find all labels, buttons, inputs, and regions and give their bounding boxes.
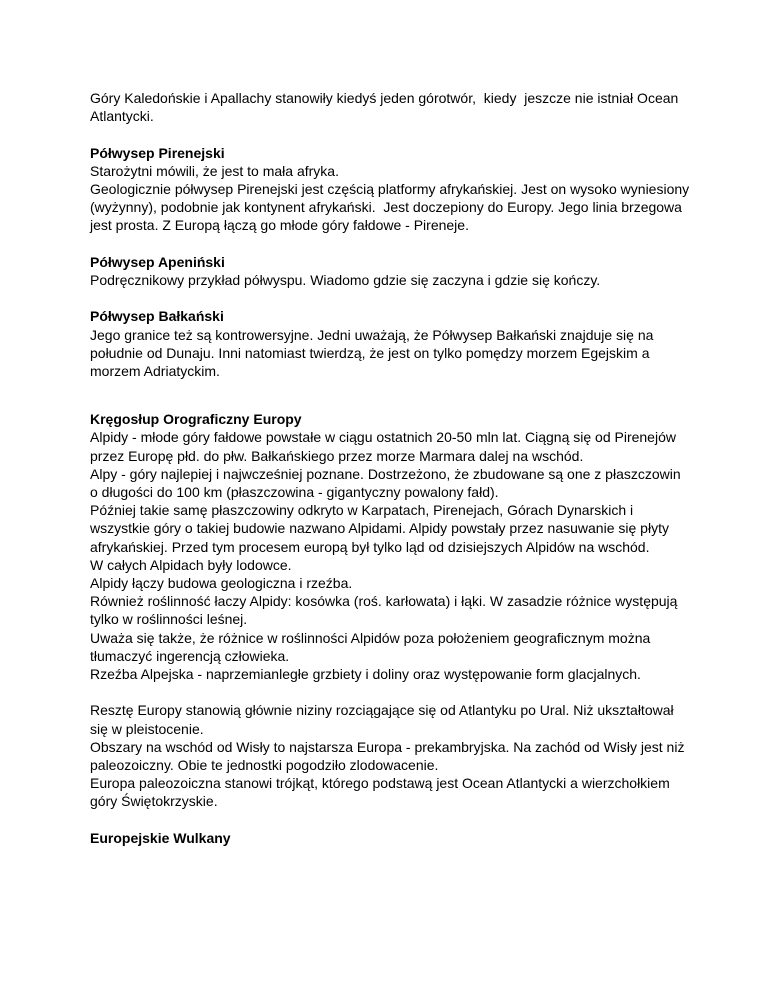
intro-paragraph: Góry Kaledońskie i Apallachy stanowiły kiedyś jeden górotwór, kiedy jeszcze nie istniał Ocean Atlantycki. bbox=[90, 90, 682, 125]
spacer bbox=[90, 289, 690, 307]
paragraph: Rzeźba Alpejska - naprzemianległe grzbiety i doliny oraz występowanie form glacjalnych. bbox=[90, 666, 641, 683]
paragraph: Alpidy - młode góry fałdowe powstałe w ciągu ostatnich 20-50 mln lat. Ciągną się od Pirenejów przez Europę płd. do płw. Bałkańskiego przez morze Marmara dalej na wschód. bbox=[90, 429, 680, 464]
paragraph: Europa paleozoiczna stanowi trójkąt, którego podstawą jest Ocean Atlantycki a wierzchołkiem góry Świętokrzyskie. bbox=[90, 775, 674, 810]
spacer bbox=[90, 683, 690, 701]
heading-polwysep-apeninski: Półwysep Apeniński bbox=[90, 253, 225, 270]
heading-polwysep-pirenejski: Półwysep Pirenejski bbox=[90, 144, 225, 161]
paragraph: Później takie samę płaszczowiny odkryto w Karpatach, Pirenejach, Górach Dynarskich i wszystkie góry o takiej budowie nazwano Alpidami. Alpidy powstały przez nasuwanie się płyty afrykańskiej. Przed tym procesem europą był tylko ląd od dzisiejszych Alpidów na wschód. bbox=[90, 502, 673, 555]
paragraph: Starożytni mówili, że jest to mała afryka. bbox=[90, 162, 339, 179]
heading-polwysep-balkanski: Półwysep Bałkański bbox=[90, 308, 224, 325]
paragraph: Alpidy łączy budowa geologiczna i rzeźba. bbox=[90, 575, 353, 592]
paragraph: Uważa się także, że różnice w roślinności Alpidów poza położeniem geograficznym można tłumaczyć ingerencją człowieka. bbox=[90, 629, 655, 664]
spacer bbox=[90, 235, 690, 253]
heading-europejskie-wulkany: Europejskie Wulkany bbox=[90, 829, 231, 846]
paragraph: W całych Alpidach były lodowce. bbox=[90, 556, 292, 573]
paragraph: Resztę Europy stanowią głównie niziny rozciągające się od Atlantyku po Ural. Niż ukształtował się w pleistocenie. bbox=[90, 702, 678, 737]
paragraph: Jego granice też są kontrowersyjne. Jedni uważają, że Półwysep Bałkański znajduje się na południe od Dunaju. Inni natomiast twierdzą, że jest on tylko pomędzy morzem Egejskim a morzem Adriatyckim. bbox=[90, 326, 658, 379]
paragraph: Również roślinność łaczy Alpidy: kosówka (roś. karłowata) i łąki. W zasadzie różnice występują tylko w roślinności leśnej. bbox=[90, 593, 682, 628]
document-body bbox=[90, 89, 694, 847]
paragraph: Podręcznikowy przykład półwyspu. Wiadomo gdzie się zaczyna i gdzie się kończy. bbox=[90, 272, 601, 288]
spacer bbox=[90, 380, 690, 410]
heading-kregoslup-orograficzny: Kręgosłup Orograficzny Europy bbox=[90, 411, 302, 428]
spacer bbox=[90, 811, 690, 829]
spacer bbox=[90, 125, 690, 143]
paragraph: Alpy - góry najlepiej i najwcześniej poznane. Dostrzeżono, że zbudowane są one z płaszczowin o długości do 100 km (płaszczowina - gigantyczny powalony fałd). bbox=[90, 465, 685, 501]
paragraph: Obszary na wschód od Wisły to najstarsza Europa - prekambryjska. Na zachód od Wisły jest niż paleozoiczny. Obie te jednostki pogodziło zlodowacenie. bbox=[90, 738, 689, 774]
paragraph: Geologicznie półwysep Pirenejski jest częścią platformy afrykańskiej. Jest on wysoko wyniesiony (wyżynny), podobnie jak kontynent afrykański. Jest doczepiony do Europy. Jego linia brzegowa jest prosta. Z Europą łączą go młode góry fałdowe - Pireneje. bbox=[90, 181, 694, 234]
